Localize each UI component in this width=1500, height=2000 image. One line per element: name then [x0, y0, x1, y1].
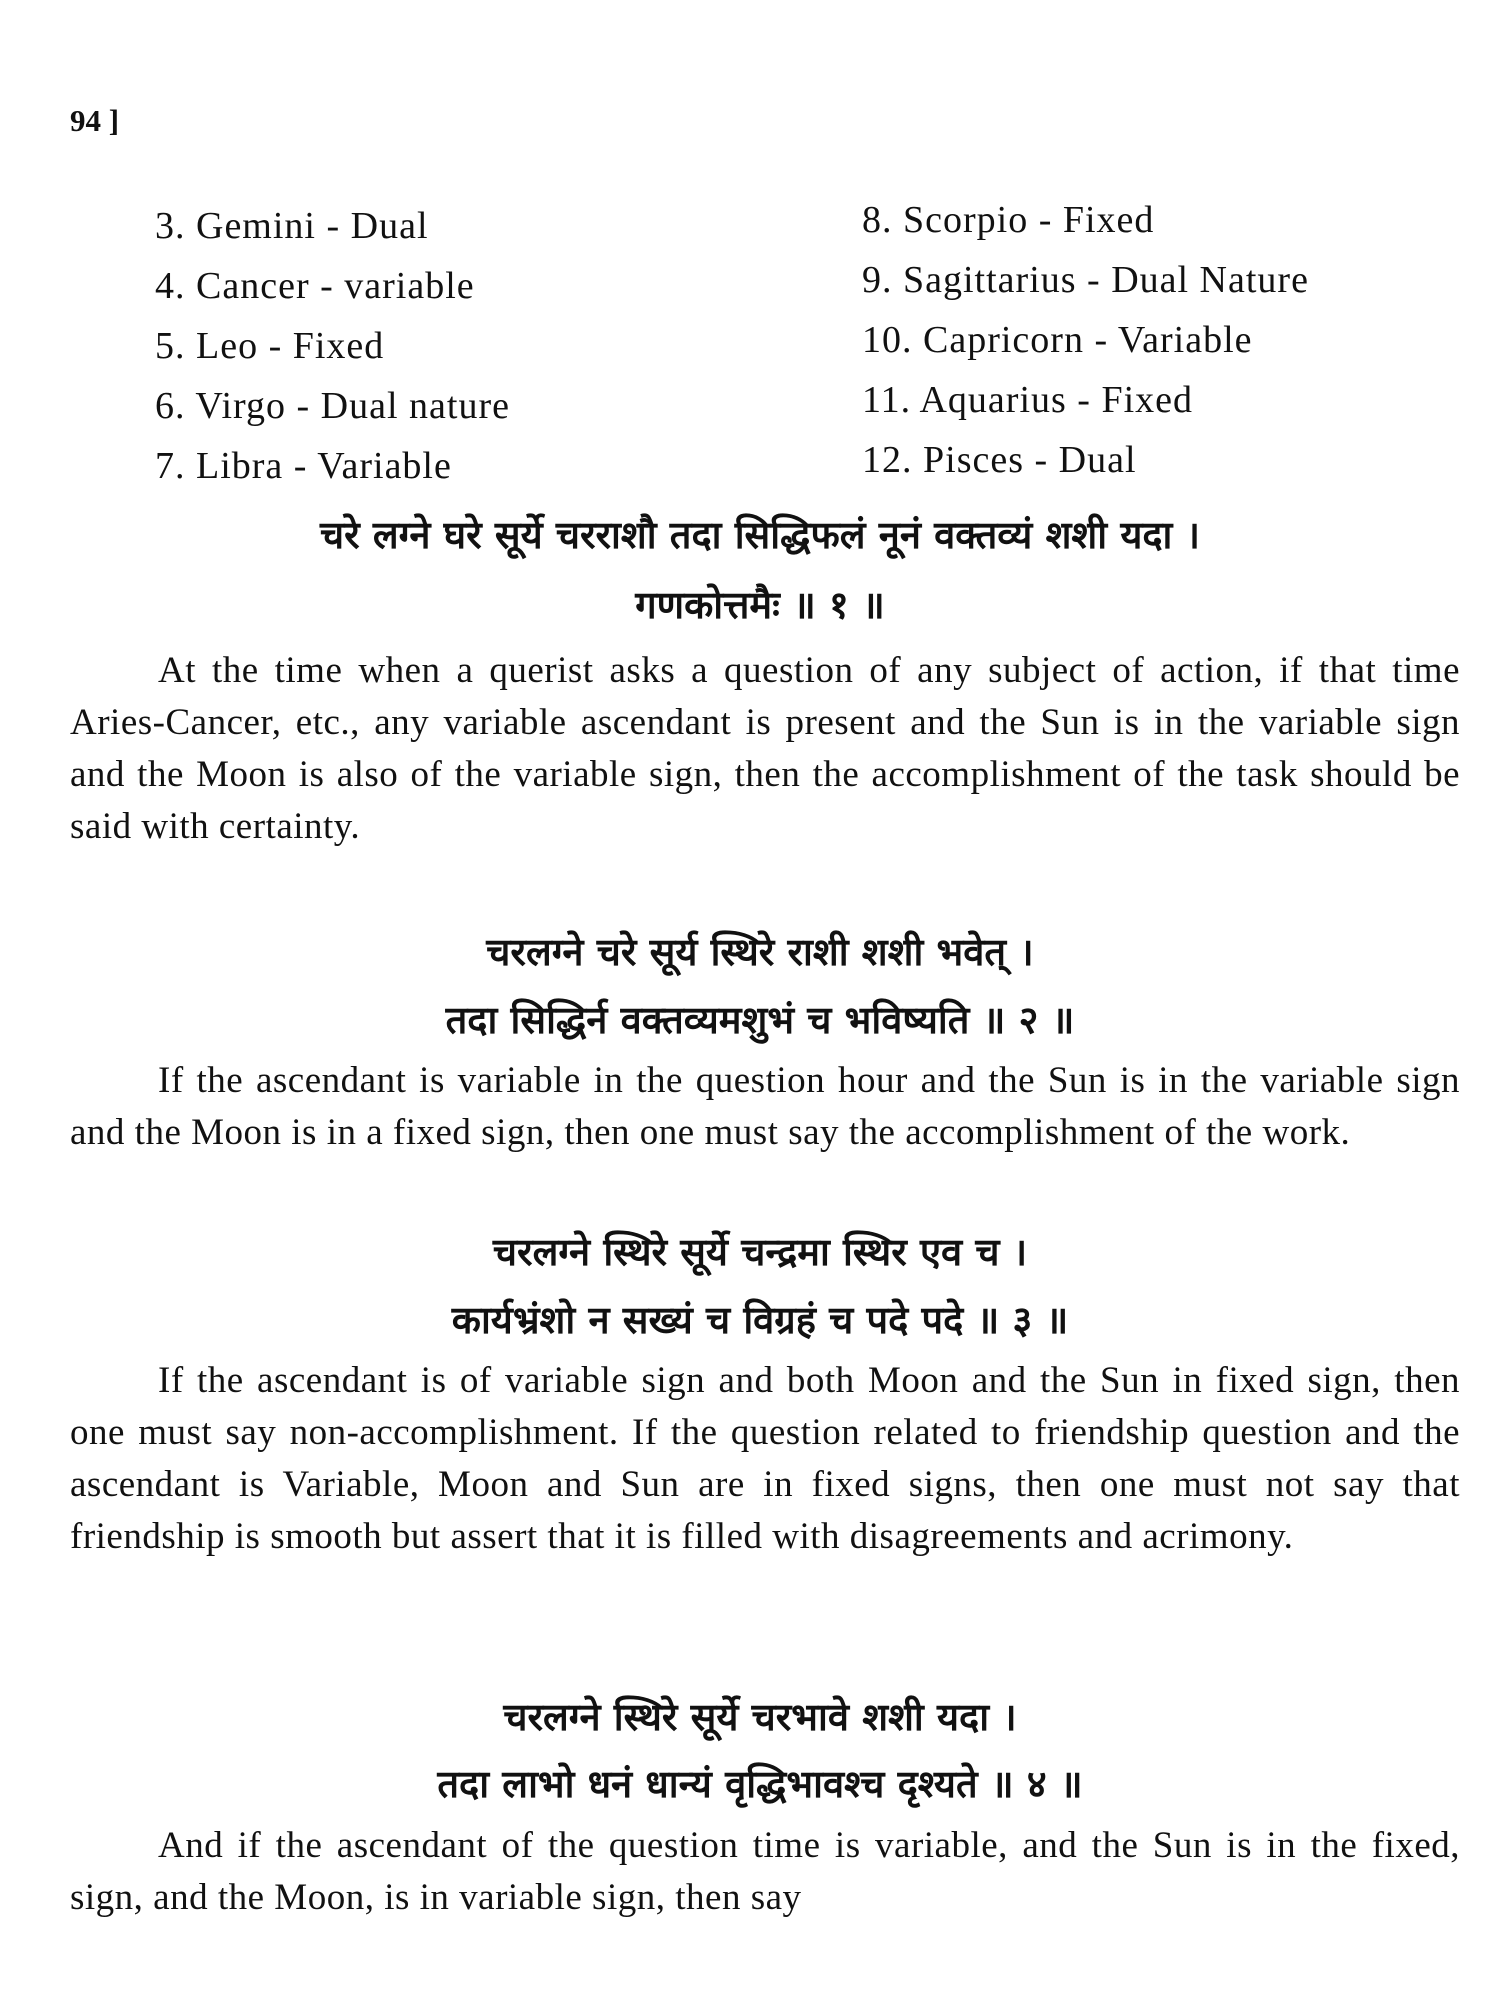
sign-item: 8. Scorpio - Fixed [862, 199, 1155, 241]
sign-item: 3. Gemini - Dual [155, 205, 429, 247]
sign-item: 11. Aquarius - Fixed [862, 379, 1194, 421]
paragraph-4 [70, 1820, 1460, 1924]
paragraph-4-text: And if the ascendant of the question time is variable, and the Sun is in the fixed, sign, and the Moon, is in variable sign, then say [70, 1825, 1460, 1918]
verse-4-line-2: तदा लाभो धनं धान्यं वृद्धिभावश्च दृश्यते ॥ ४ ॥ [437, 1762, 1083, 1806]
verse-2-line-1: चरलग्ने चरे सूर्य स्थिरे राशी शशी भवेत् । [486, 930, 1034, 974]
sign-item: 4. Cancer - variable [155, 265, 475, 307]
sign-item: 9. Sagittarius - Dual Nature [862, 259, 1309, 301]
page-number: 94 ] [70, 103, 120, 138]
verse-4-line-1: चरलग्ने स्थिरे सूर्ये चरभावे शशी यदा । [503, 1695, 1017, 1739]
verse-2-line-2: तदा सिद्धिर्न वक्तव्यमशुभं च भविष्यति ॥ २ ॥ [445, 998, 1075, 1042]
sign-item: 7. Libra - Variable [155, 445, 452, 487]
paragraph-3 [70, 1355, 1460, 1563]
paragraph-1-text: At the time when a querist asks a question of any subject of action, if that time Aries-Cancer, etc., any variable ascendant is present and the Sun is in the variable sign and the Moon is also of the variable sign, then the accomplishment of the task should be said with certainty. [70, 650, 1460, 847]
verse-3-line-2: कार्यभ्रंशो न सख्यं च विग्रहं च पदे पदे ॥ ३ ॥ [451, 1298, 1069, 1342]
paragraph-2-text: If the ascendant is variable in the question hour and the Sun is in the variable sign and the Moon is in a fixed sign, then one must say the accomplishment of the work. [70, 1060, 1460, 1153]
signs-list-left [155, 196, 510, 496]
signs-list-right [862, 190, 1309, 490]
verse-1-line-1: चरे लग्ने घरे सूर्ये चरराशौ तदा सिद्धिफलं नूनं वक्तव्यं शशी यदा । [319, 513, 1201, 557]
verse-3-line-1: चरलग्ने स्थिरे सूर्ये चन्द्रमा स्थिर एव च । [492, 1230, 1028, 1274]
paragraph-1 [70, 645, 1460, 853]
sign-item: 6. Virgo - Dual nature [155, 385, 510, 427]
sign-item: 10. Capricorn - Variable [862, 319, 1253, 361]
sign-item: 5. Leo - Fixed [155, 325, 385, 367]
sign-item: 12. Pisces - Dual [862, 439, 1137, 481]
verse-1-line-2: गणकोत्तमैः ॥ १ ॥ [635, 583, 885, 627]
paragraph-2 [70, 1055, 1460, 1159]
paragraph-3-text: If the ascendant is of variable sign and both Moon and the Sun in fixed sign, then one must say non-accomplishment. If the question related to friendship question and the ascendant is Variable, Moon and Sun are in fixed signs, then one must not say that friendship is smooth but assert that it is filled with disagreements and acrimony. [70, 1360, 1460, 1557]
